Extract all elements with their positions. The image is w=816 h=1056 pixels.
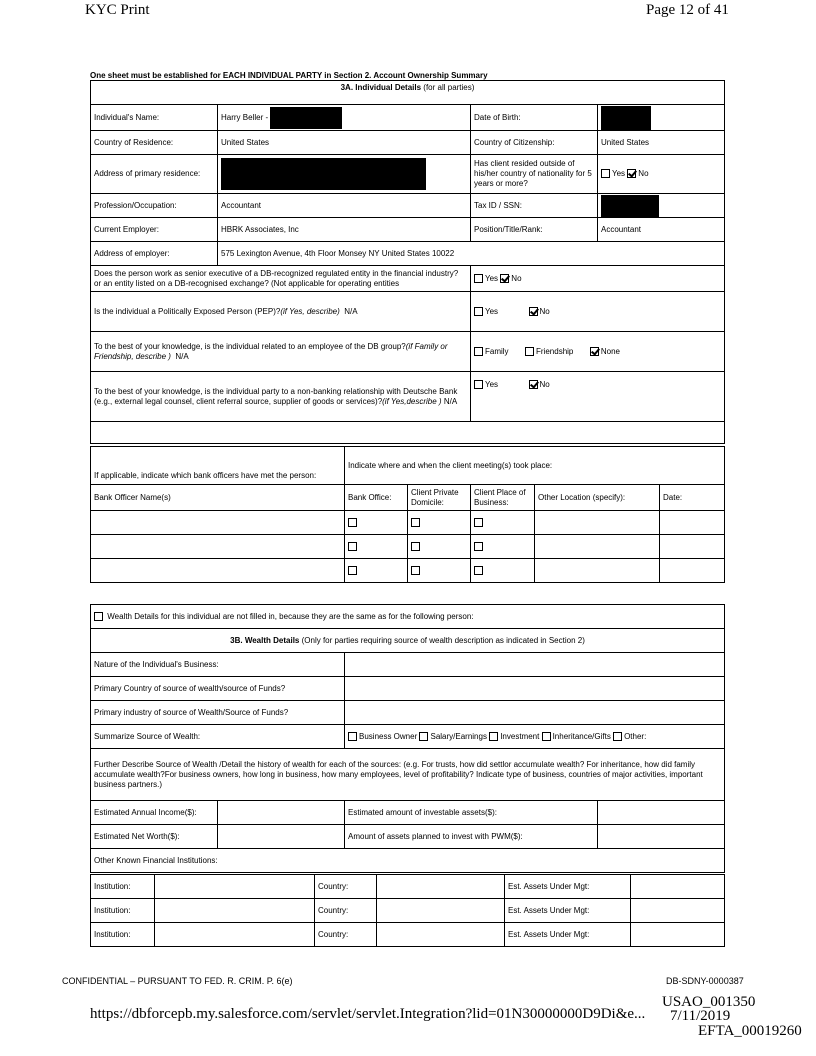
- checkbox-investment[interactable]: [489, 732, 498, 741]
- checkbox-other[interactable]: [613, 732, 622, 741]
- checkbox-bank-office[interactable]: [348, 518, 357, 527]
- officer-name-field[interactable]: [91, 559, 345, 583]
- col-officer-name: Bank Officer Name(s): [91, 485, 345, 511]
- institution-row: [91, 875, 725, 899]
- checkbox-yes[interactable]: [601, 169, 610, 178]
- senior-exec-question: Does the person work as senior executive of a DB-recognized regulated entity in the financial industry? or an entity listed on a DB-recognised exchange? (Not applicable for operating entities: [91, 266, 471, 292]
- country-label: Country:: [315, 923, 377, 947]
- net-worth-label: Estimated Net Worth($):: [91, 825, 218, 849]
- checkbox-yes[interactable]: [474, 307, 483, 316]
- checkbox-no[interactable]: [627, 169, 636, 178]
- institution-value[interactable]: [155, 899, 315, 923]
- checkbox-place-of-business[interactable]: [474, 542, 483, 551]
- col-private-domicile: Client Private Domicile:: [408, 485, 471, 511]
- other-location-field[interactable]: [535, 535, 660, 559]
- aum-label: Est. Assets Under Mgt:: [505, 899, 631, 923]
- usao-number: USAO_001350: [662, 994, 756, 1010]
- meetings-table: [90, 446, 725, 583]
- country-value[interactable]: [377, 923, 505, 947]
- country-label: Country:: [315, 875, 377, 899]
- further-describe: Further Describe Source of Wealth /Detail the history of wealth for each of the sources: (e.g. For trusts, how did settlor accumulate wealth? For inheritance, how did family accumulate wealth?For business owners, how long in business, how many employees, level of profitability? Indicate type of business, countries of major activities, important business partners.): [91, 749, 725, 801]
- nonbank-answer: Yes No: [471, 372, 725, 422]
- aum-label: Est. Assets Under Mgt:: [505, 875, 631, 899]
- address-value: [218, 155, 471, 194]
- taxid-value: [598, 194, 725, 218]
- summarize-label: Summarize Source of Wealth:: [91, 725, 345, 749]
- position-label: Position/Title/Rank:: [471, 218, 598, 242]
- col-bank-office: Bank Office:: [345, 485, 408, 511]
- primary-country-label: Primary Country of source of wealth/source of Funds?: [91, 677, 345, 701]
- officer-name-field[interactable]: [91, 511, 345, 535]
- col-place-of-business: Client Place of Business:: [471, 485, 535, 511]
- country-residence-label: Country of Residence:: [91, 131, 218, 155]
- spacer-row: [91, 422, 725, 444]
- redaction-block: [601, 195, 659, 217]
- date-field[interactable]: [660, 559, 725, 583]
- summarize-options: Business Owner Salary/Earnings Investment Inheritance/Gifts Other:: [345, 725, 725, 749]
- resided-outside-value: Yes No: [598, 155, 725, 194]
- position-value: Accountant: [598, 218, 725, 242]
- senior-exec-answer: Yes No: [471, 266, 725, 292]
- dob-value: [598, 105, 725, 131]
- checkbox-no[interactable]: [529, 307, 538, 316]
- institution-row: [91, 923, 725, 947]
- institutions-table: [90, 874, 725, 947]
- checkbox-salary[interactable]: [419, 732, 428, 741]
- other-location-field[interactable]: [535, 559, 660, 583]
- investable-value[interactable]: [598, 801, 725, 825]
- form-heading: One sheet must be established for EACH INDIVIDUAL PARTY in Section 2. Account Ownership Summary: [90, 71, 488, 80]
- name-label: Individual's Name:: [91, 105, 218, 131]
- employer-address-value: 575 Lexington Avenue, 4th Floor Monsey NY United States 10022: [218, 242, 725, 266]
- checkbox-inheritance[interactable]: [542, 732, 551, 741]
- annual-income-label: Estimated Annual Income($):: [91, 801, 218, 825]
- aum-value[interactable]: [631, 875, 725, 899]
- profession-value: Accountant: [218, 194, 471, 218]
- checkbox-bank-office[interactable]: [348, 566, 357, 575]
- employer-value: HBRK Associates, Inc: [218, 218, 471, 242]
- date-field[interactable]: [660, 535, 725, 559]
- citizenship-label: Country of Citizenship:: [471, 131, 598, 155]
- date-field[interactable]: [660, 511, 725, 535]
- efta-number: EFTA_00019260: [698, 1023, 802, 1039]
- citizenship-value: United States: [598, 131, 725, 155]
- related-question: To the best of your knowledge, is the individual related to an employee of the DB group?(if Family or Friendship, describe ) N/A: [91, 332, 471, 372]
- country-value[interactable]: [377, 875, 505, 899]
- confidential-notice: CONFIDENTIAL – PURSUANT TO FED. R. CRIM. P. 6(e): [62, 976, 293, 986]
- print-date: 7/11/2019: [670, 1008, 731, 1024]
- planned-label: Amount of assets planned to invest with PWM($):: [345, 825, 598, 849]
- other-fi-label: Other Known Financial Institutions:: [91, 849, 725, 873]
- same-as-row: Wealth Details for this individual are not filled in, because they are the same as for the following person:: [91, 605, 725, 629]
- wealth-details-table: [90, 604, 725, 873]
- col-other-location: Other Location (specify):: [535, 485, 660, 511]
- section-3b-title: 3B. Wealth Details (Only for parties requiring source of wealth description as indicated in Section 2): [91, 629, 725, 653]
- institution-value[interactable]: [155, 875, 315, 899]
- employer-address-label: Address of employer:: [91, 242, 218, 266]
- checkbox-no[interactable]: [500, 274, 509, 283]
- country-residence-value: United States: [218, 131, 471, 155]
- page-number: Page 12 of 41: [646, 2, 729, 18]
- redaction-block: [601, 106, 651, 130]
- nonbank-question: To the best of your knowledge, is the individual party to a non-banking relationship with Deutsche Bank (e.g., external legal counsel, client referral source, supplier of goods or services)?(if Yes,describe ) N/A: [91, 372, 471, 422]
- source-url[interactable]: https://dbforcepb.my.salesforce.com/servlet/servlet.Integration?lid=01N30000000D9Di&e...: [90, 1006, 646, 1022]
- aum-label: Est. Assets Under Mgt:: [505, 923, 631, 947]
- profession-label: Profession/Occupation:: [91, 194, 218, 218]
- institution-label: Institution:: [91, 923, 155, 947]
- meeting-row: [91, 535, 725, 559]
- checkbox-friendship[interactable]: [525, 347, 534, 356]
- officer-name-field[interactable]: [91, 535, 345, 559]
- institution-label: Institution:: [91, 875, 155, 899]
- officers-question: If applicable, indicate which bank officers have met the person:: [91, 447, 345, 485]
- checkbox-yes[interactable]: [474, 380, 483, 389]
- checkbox-no[interactable]: [529, 380, 538, 389]
- investable-label: Estimated amount of investable assets($):: [345, 801, 598, 825]
- institution-label: Institution:: [91, 899, 155, 923]
- checkbox-yes[interactable]: [474, 274, 483, 283]
- checkbox-private-domicile[interactable]: [411, 518, 420, 527]
- print-title: KYC Print: [85, 2, 150, 18]
- checkbox-private-domicile[interactable]: [411, 566, 420, 575]
- taxid-label: Tax ID / SSN:: [471, 194, 598, 218]
- meeting-row: [91, 559, 725, 583]
- section-3a-title: 3A. Individual Details (for all parties): [91, 81, 725, 105]
- redaction-block: [221, 158, 426, 190]
- checkbox-none[interactable]: [590, 347, 599, 356]
- primary-industry-label: Primary industry of source of Wealth/Source of Funds?: [91, 701, 345, 725]
- checkbox-private-domicile[interactable]: [411, 542, 420, 551]
- aum-value[interactable]: [631, 923, 725, 947]
- name-value: Harry Beller -: [218, 105, 471, 131]
- col-date: Date:: [660, 485, 725, 511]
- meeting-question: Indicate where and when the client meeting(s) took place:: [345, 447, 725, 485]
- checkbox-place-of-business[interactable]: [474, 566, 483, 575]
- institution-value[interactable]: [155, 923, 315, 947]
- country-label: Country:: [315, 899, 377, 923]
- resided-outside-label: Has client resided outside of his/her country of nationality for 5 years or more?: [471, 155, 598, 194]
- bates-number: DB-SDNY-0000387: [666, 976, 744, 986]
- institution-row: [91, 899, 725, 923]
- nature-value[interactable]: [345, 653, 725, 677]
- other-location-field[interactable]: [535, 511, 660, 535]
- redaction-block: [270, 107, 342, 129]
- pep-question: Is the individual a Politically Exposed Person (PEP)?(if Yes, describe) N/A: [91, 292, 471, 332]
- aum-value[interactable]: [631, 899, 725, 923]
- planned-value[interactable]: [598, 825, 725, 849]
- primary-industry-value[interactable]: [345, 701, 725, 725]
- dob-label: Date of Birth:: [471, 105, 598, 131]
- checkbox-bank-office[interactable]: [348, 542, 357, 551]
- employer-label: Current Employer:: [91, 218, 218, 242]
- address-label: Address of primary residence:: [91, 155, 218, 194]
- checkbox-place-of-business[interactable]: [474, 518, 483, 527]
- checkbox-business-owner[interactable]: [348, 732, 357, 741]
- checkbox-family[interactable]: [474, 347, 483, 356]
- meeting-row: [91, 511, 725, 535]
- primary-country-value[interactable]: [345, 677, 725, 701]
- nature-label: Nature of the Individual's Business:: [91, 653, 345, 677]
- annual-income-value[interactable]: [218, 801, 345, 825]
- country-value[interactable]: [377, 899, 505, 923]
- checkbox-same-as[interactable]: [94, 612, 103, 621]
- individual-details-table: [90, 80, 725, 444]
- related-answer: Family Friendship None: [471, 332, 725, 372]
- net-worth-value[interactable]: [218, 825, 345, 849]
- pep-answer: Yes No: [471, 292, 725, 332]
